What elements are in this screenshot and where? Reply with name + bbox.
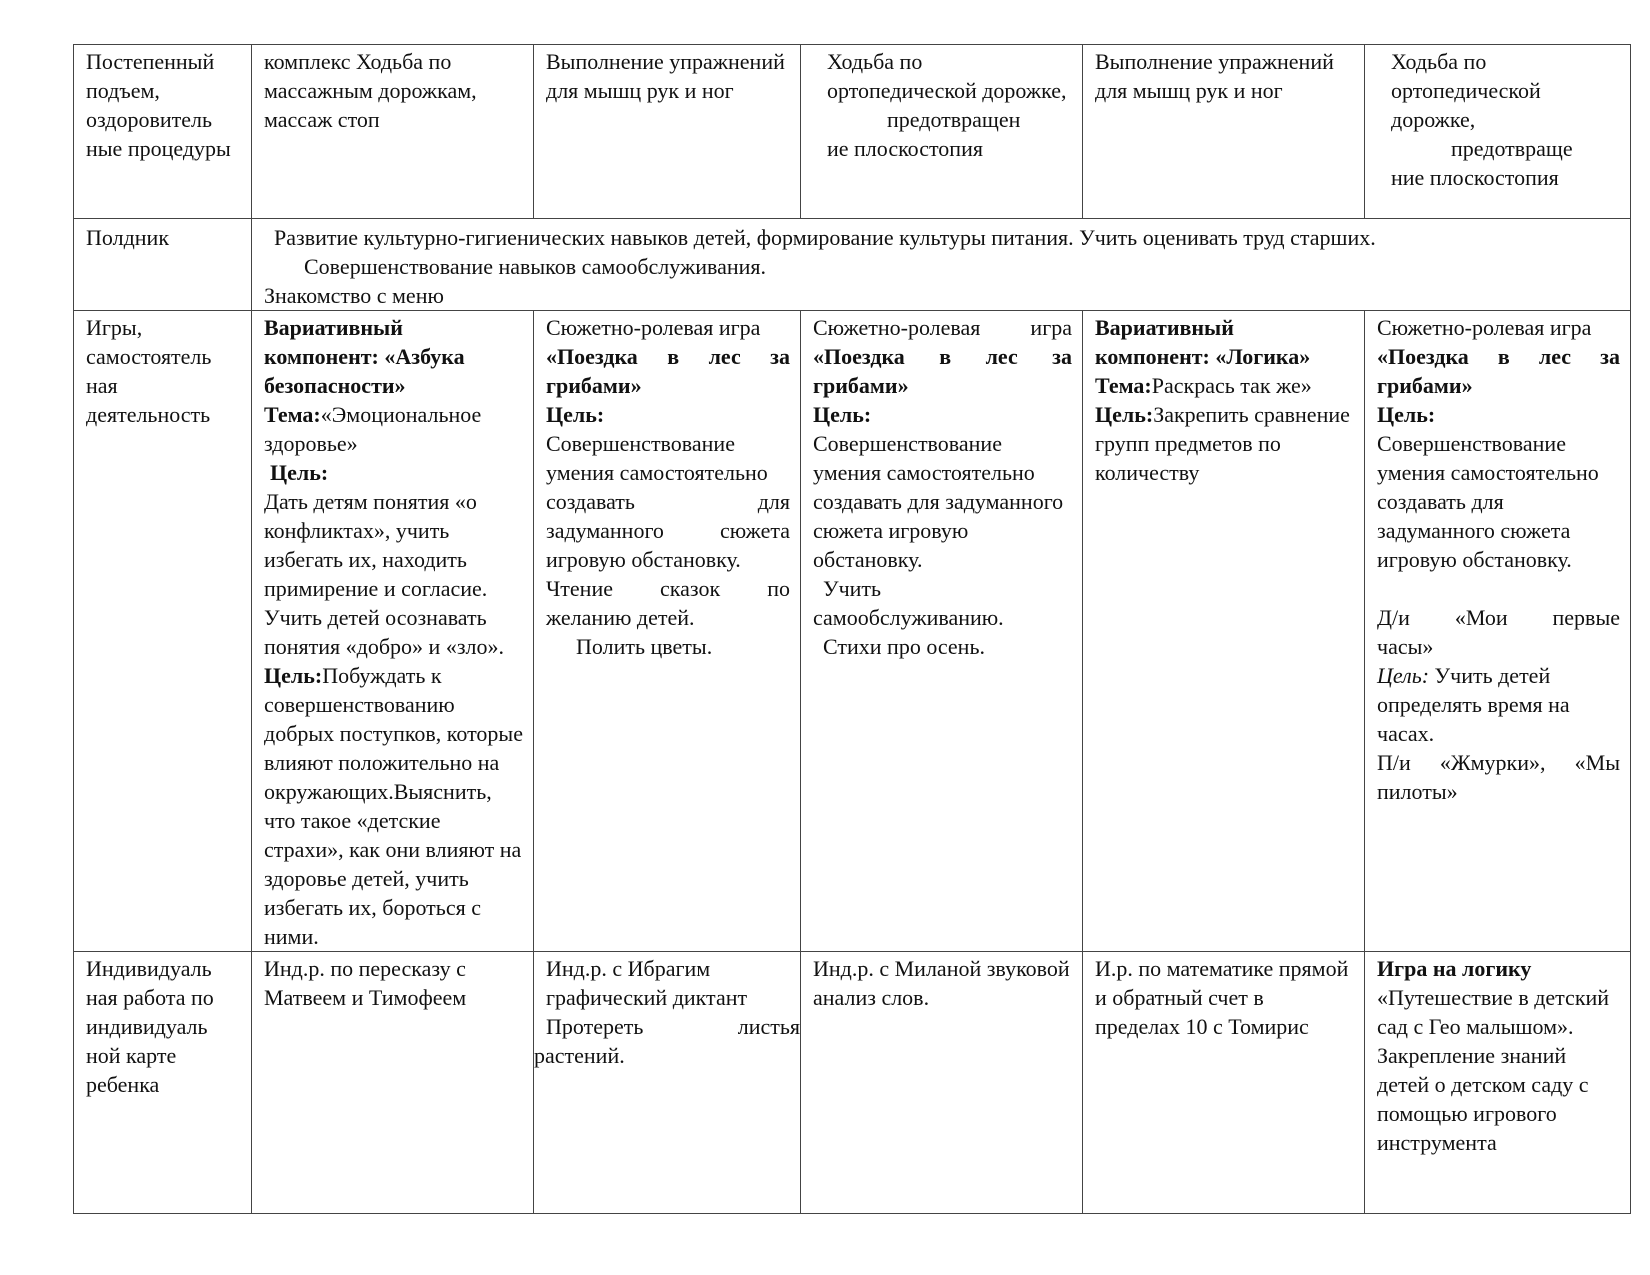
- cell-wakeup-5: Ходьба по ортопедической дорожке, предотвраще ние плоскостопия: [1365, 45, 1631, 219]
- cell-individual-4: И.р. по математике прямой и обратный счет в пределах 10 с Томирис: [1083, 952, 1365, 1214]
- row-label-games: Игры, самостоятель ная деятельность: [74, 311, 252, 952]
- cell-games-3: Сюжетно-ролевая игра «Поездка в лес за грибами» Цель: Совершенствование умения самостоятельно создавать для задуманного сюжета игровую обстановку. Учить самообслуживанию. Стихи про осень.: [801, 311, 1083, 952]
- cell-individual-5: Игра на логику «Путешествие в детский сад с Гео малышом». Закрепление знаний детей о детском саду с помощью игрового инструмента: [1365, 952, 1631, 1214]
- row-individual: [74, 952, 1631, 1214]
- cell-individual-1: Инд.р. по пересказу с Матвеем и Тимофеем: [252, 952, 534, 1214]
- cell-wakeup-4: Выполнение упражнений для мышц рук и ног: [1083, 45, 1365, 219]
- cell-games-5: Сюжетно-ролевая игра «Поездка в лес за грибами» Цель: Совершенствование умения самостоятельно создавать для задуманного сюжета игровую обстановку. Д/и «Мои первые часы» Цель: Учить детей определять время на часах. П/и «Жмурки», «Мы пилоты»: [1365, 311, 1631, 952]
- cell-wakeup-1: комплекс Ходьба по массажным дорожкам, массаж стоп: [252, 45, 534, 219]
- cell-games-1: Вариативный компонент: «Азбука безопасности» Тема:«Эмоциональное здоровье» Цель: Дать детям понятия «о конфликтах», учить избегать их, находить примирение и согласие. Учить детей осознавать понятия «добро» и «зло». Цель:Побуждать к совершенствованию добрых поступков, которые влияют положительно на окружающих.Выяснить, что такое «детские страхи», как они влияют на здоровье детей, учить избегать их, бороться с ними.: [252, 311, 534, 952]
- cell-individual-3: Инд.р. с Миланой звуковой анализ слов.: [801, 952, 1083, 1214]
- cell-games-2: Сюжетно-ролевая игра «Поездка в лес за грибами» Цель: Совершенствование умения самостоятельно создавать для задуманного сюжета игровую обстановку. Чтение сказок по желанию детей. Полить цветы.: [534, 311, 801, 952]
- row-wakeup: [74, 45, 1631, 219]
- row-label-snack: Полдник: [74, 219, 252, 311]
- row-snack: [74, 219, 1631, 311]
- cell-snack: Развитие культурно-гигиенических навыков детей, формирование культуры питания. Учить оценивать труд старших. Совершенствование навыков самообслуживания. Знакомство с меню: [252, 219, 1631, 311]
- row-games: [74, 311, 1631, 952]
- cell-individual-2: Инд.р. с Ибрагим графический диктант Протереть листья растений.: [534, 952, 801, 1214]
- cell-wakeup-3: Ходьба по ортопедической дорожке, предотвращен ие плоскостопия: [801, 45, 1083, 219]
- cell-games-4: Вариативный компонент: «Логика» Тема:Раскрась так же» Цель:Закрепить сравнение групп предметов по количеству: [1083, 311, 1365, 952]
- row-label-individual: Индивидуаль ная работа по индивидуаль ной карте ребенка: [74, 952, 252, 1214]
- plan-table: [73, 44, 1631, 1214]
- cell-wakeup-2: Выполнение упражнений для мышц рук и ног: [534, 45, 801, 219]
- row-label-wakeup: Постепенный подъем, оздоровитель ные процедуры: [74, 45, 252, 219]
